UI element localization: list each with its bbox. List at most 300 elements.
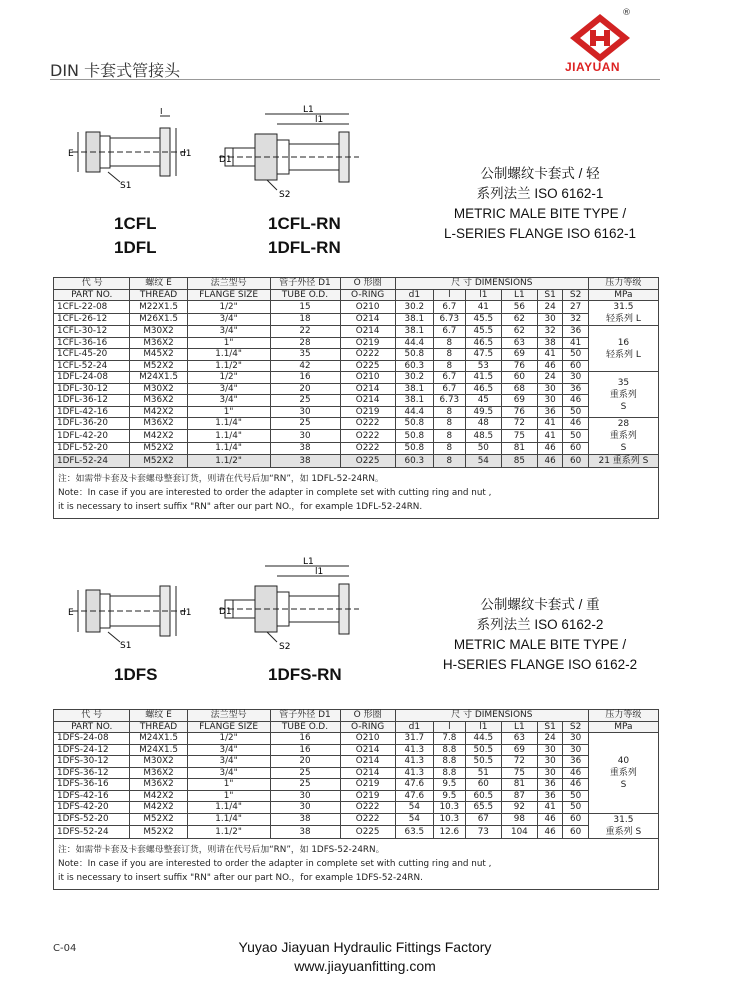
table-cell: 50 [563, 802, 588, 814]
table-cell: 24 [537, 301, 562, 314]
pressure-line: 轻系列 L [605, 349, 641, 360]
table-cell: 50.8 [395, 349, 433, 361]
header-thread-cn: 螺纹 E [130, 710, 187, 722]
table-cell: 6.73 [433, 395, 465, 407]
pressure-rating [588, 733, 658, 814]
table-cell: 60 [563, 826, 588, 839]
table-cell: 25 [270, 395, 340, 407]
spec-line: 公制螺纹卡套式 / 轻 [480, 166, 600, 181]
pressure-line: 40 [617, 755, 630, 766]
table-cell: 56 [501, 301, 537, 314]
note-en-1: Note：In case if you are interested to order the adapter in complete set with cutting ring and nut , [58, 858, 492, 869]
table-row [54, 802, 659, 814]
pressure-line: 重系列 [609, 389, 637, 400]
table-cell: 81 [501, 442, 537, 454]
table-cell: 3/4" [187, 326, 270, 338]
table-cell: 7.8 [433, 733, 465, 745]
table-cell: M26X1.5 [130, 313, 187, 326]
table-cell: 1DFL-30-12 [54, 383, 130, 395]
table-cell: 1" [187, 779, 270, 791]
table-cell: 30.2 [395, 372, 433, 384]
company-name: Yuyao Jiayuan Hydraulic Fittings Factory [238, 939, 492, 955]
pressure-rating [588, 372, 658, 418]
table-cell: 38.1 [395, 326, 433, 338]
model-1dfs: 1DFS [114, 665, 158, 684]
table-cell: 10.3 [433, 813, 465, 826]
header-thread: THREAD [130, 289, 187, 301]
table-cell: 45.5 [465, 326, 501, 338]
note-en-2: it is necessary to insert suffix "RN" after our part NO.，for example 1DFS-52-24RN. [58, 872, 423, 883]
table-cell: 46 [537, 455, 562, 468]
table-cell: O214 [340, 383, 395, 395]
table-cell: 1.1/4" [187, 349, 270, 361]
table-cell: 30 [270, 790, 340, 802]
table-cell: O214 [340, 756, 395, 768]
table-cell: 41 [537, 349, 562, 361]
table-cell: 41 [563, 337, 588, 349]
footer-company [0, 938, 730, 976]
table-cell: 20 [270, 756, 340, 768]
table-cell: 53 [465, 360, 501, 372]
table-cell: 3/4" [187, 756, 270, 768]
table-cell: O214 [340, 744, 395, 756]
table-cell: M30X2 [130, 383, 187, 395]
table-cell: 1CFL-36-16 [54, 337, 130, 349]
header-L1: L1 [501, 289, 537, 301]
spec-description-1 [420, 164, 660, 244]
table-cell: 60.3 [395, 455, 433, 468]
table-cell: 1DFL-42-20 [54, 430, 130, 442]
table-cell: 1DFS-52-20 [54, 813, 130, 826]
pressure-rating [588, 813, 658, 838]
table-cell: 32 [563, 313, 588, 326]
table-cell: M36X2 [130, 767, 187, 779]
table-cell: 6.7 [433, 372, 465, 384]
table-cell: 1.1/2" [187, 360, 270, 372]
pressure-line: S [620, 443, 627, 453]
header-d1: d1 [395, 721, 433, 733]
table-cell: 46 [537, 826, 562, 839]
table-cell: 73 [465, 826, 501, 839]
table-cell: O219 [340, 790, 395, 802]
table-cell: 67 [465, 813, 501, 826]
table-cell: 1DFS-36-12 [54, 767, 130, 779]
table-cell: 98 [501, 813, 537, 826]
table-1-note [54, 468, 659, 519]
table-cell: 6.7 [433, 383, 465, 395]
table-cell: 30.2 [395, 301, 433, 314]
table-cell: 62 [501, 326, 537, 338]
table-cell: 50 [465, 442, 501, 454]
table-2-note [54, 838, 659, 889]
header-part: PART NO. [54, 721, 130, 733]
table-cell: 75 [501, 767, 537, 779]
dim-l1-label-2: l1 [315, 567, 324, 577]
table-row [54, 756, 659, 768]
table-cell: 27 [563, 301, 588, 314]
header-tube-cn: 管子外径 D1 [270, 278, 340, 290]
pressure-line: S [620, 401, 627, 412]
table-cell: 46 [563, 779, 588, 791]
table-cell: 60.3 [395, 360, 433, 372]
pressure-line: 重系列 [609, 767, 637, 778]
table-cell: 45.5 [465, 313, 501, 326]
table-cell: 10.3 [433, 802, 465, 814]
model-labels-b [268, 212, 341, 260]
table-cell: 8.8 [433, 767, 465, 779]
table-cell: 36 [537, 790, 562, 802]
table-cell: 46 [563, 418, 588, 430]
note-cn: 注：如需带卡套及卡套螺母整套订货，则请在代号后加“RN”，如 1DFL-52-24RN。 [58, 474, 384, 484]
table-cell: M36X2 [130, 395, 187, 407]
table-cell: 8 [433, 337, 465, 349]
table-row [54, 326, 659, 338]
table-cell: 60 [563, 813, 588, 826]
table-cell: M36X2 [130, 418, 187, 430]
header-d1: d1 [395, 289, 433, 301]
table-cell: 45 [465, 395, 501, 407]
table-cell: O210 [340, 372, 395, 384]
table-row [54, 813, 659, 826]
table-cell: 87 [501, 790, 537, 802]
table-cell: 51 [465, 767, 501, 779]
header-thread: THREAD [130, 721, 187, 733]
header-flange: FLANGE SIZE [187, 289, 270, 301]
header-part-cn: 代 号 [54, 278, 130, 290]
table-cell: 1.1/4" [187, 813, 270, 826]
table-cell: 30 [270, 406, 340, 418]
table-cell: 1" [187, 337, 270, 349]
table-cell: 54 [465, 455, 501, 468]
table-row [54, 406, 659, 418]
table-cell: 46 [537, 442, 562, 454]
table-cell: 60 [563, 442, 588, 454]
pressure-line: 重系列 [609, 431, 637, 441]
header-tube: TUBE O.D. [270, 721, 340, 733]
table-cell: 50 [563, 406, 588, 418]
table-cell: 1CFL-30-12 [54, 326, 130, 338]
pressure-line: 21 重系列 S [598, 456, 649, 466]
table-row [54, 349, 659, 361]
table-cell: O219 [340, 779, 395, 791]
table-cell: 22 [270, 326, 340, 338]
table-cell: 41 [465, 301, 501, 314]
table-cell: 36 [537, 779, 562, 791]
table-cell: 8 [433, 349, 465, 361]
dim-s1-label: S1 [120, 181, 132, 190]
table-cell: 1.1/2" [187, 826, 270, 839]
dim-l1-label: l1 [315, 115, 324, 125]
table-cell: 1.1/4" [187, 430, 270, 442]
table-cell: 41.5 [465, 372, 501, 384]
page-title: DIN 卡套式管接头 [50, 61, 181, 80]
spec-line: H-SERIES FLANGE ISO 6162-2 [442, 657, 638, 672]
table-cell: 38 [270, 442, 340, 454]
company-website: www.jiayuanfitting.com [294, 958, 436, 974]
table-cell: 1DFS-52-24 [54, 826, 130, 839]
table-cell: 54 [395, 802, 433, 814]
table-cell: 69 [501, 395, 537, 407]
table-cell: 81 [501, 779, 537, 791]
table-cell: O225 [340, 360, 395, 372]
table-cell: 1/2" [187, 733, 270, 745]
table-cell: 1DFL-52-24 [54, 455, 130, 468]
table-cell: 47.6 [395, 779, 433, 791]
table-cell: 25 [270, 418, 340, 430]
dim-d1-label: d1 [180, 149, 192, 159]
table-cell: 8 [433, 360, 465, 372]
table-cell: 48 [465, 418, 501, 430]
model-1dfl: 1DFL [114, 238, 157, 257]
table-row [54, 779, 659, 791]
table-cell: M42X2 [130, 430, 187, 442]
table-cell: 36 [563, 383, 588, 395]
page-number: C-04 [53, 943, 77, 954]
header-l1: l1 [465, 289, 501, 301]
header-s2: S2 [563, 721, 588, 733]
table-cell: 72 [501, 418, 537, 430]
header-part-cn: 代 号 [54, 710, 130, 722]
table-cell: M30X2 [130, 326, 187, 338]
spec-line: L-SERIES FLANGE ISO 6162-1 [443, 226, 637, 241]
table-cell: 63.5 [395, 826, 433, 839]
table-cell: M42X2 [130, 406, 187, 418]
table-cell: 44.4 [395, 337, 433, 349]
table-cell: O222 [340, 430, 395, 442]
table-cell: 42 [270, 360, 340, 372]
table-cell: M24X1.5 [130, 372, 187, 384]
table-cell: 6.7 [433, 326, 465, 338]
table-cell: 50 [563, 790, 588, 802]
header-divider [50, 79, 660, 80]
table-cell: 60 [501, 372, 537, 384]
note-cn: 注：如需带卡套及卡套螺母整套订货，则请在代号后加“RN”，如 1DFS-52-24RN。 [58, 844, 385, 855]
table-cell: 30 [563, 372, 588, 384]
table-cell: 46 [537, 360, 562, 372]
header-l: l [433, 721, 465, 733]
table-cell: 1DFS-36-16 [54, 779, 130, 791]
model-1dfs-rn: 1DFS-RN [268, 665, 342, 684]
table-cell: 44.5 [465, 733, 501, 745]
table-cell: 1CFL-45-20 [54, 349, 130, 361]
table-cell: O214 [340, 326, 395, 338]
registered-mark: ® [622, 8, 631, 18]
table-cell: O225 [340, 826, 395, 839]
table-cell: 1DFS-24-08 [54, 733, 130, 745]
table-cell: 60.5 [465, 790, 501, 802]
table-row [54, 455, 659, 468]
dim-l-label: l [160, 108, 163, 117]
table-cell: O219 [340, 337, 395, 349]
table-cell: 38.1 [395, 313, 433, 326]
table-cell: M36X2 [130, 779, 187, 791]
table-cell: 1DFL-52-20 [54, 442, 130, 454]
table-cell: M24X1.5 [130, 733, 187, 745]
dim-L1-label-2: L1 [303, 557, 314, 567]
pressure-line: 31.5 [613, 302, 634, 312]
table-cell: 30 [563, 744, 588, 756]
table-cell: O210 [340, 301, 395, 314]
table-cell: 1.1/4" [187, 802, 270, 814]
pressure-line: 轻系列 L [605, 314, 641, 324]
spec-table-1 [53, 277, 659, 519]
note-en-2: it is necessary to insert suffix "RN" after our part NO.，for example 1DFL-52-24RN. [58, 502, 423, 512]
table-cell: 41.3 [395, 744, 433, 756]
table-cell: 38.1 [395, 395, 433, 407]
table-cell: 9.5 [433, 790, 465, 802]
dim-e-label-2: E [68, 608, 74, 618]
dim-L1-label: L1 [303, 105, 314, 115]
table-cell: O214 [340, 313, 395, 326]
spec-line: METRIC MALE BITE TYPE / [453, 637, 627, 652]
table-cell: 76 [501, 406, 537, 418]
brand-name: JIAYUAN [565, 60, 621, 74]
table-cell: 36 [563, 326, 588, 338]
table-row [54, 790, 659, 802]
table-cell: 8 [433, 430, 465, 442]
table-cell: M52X2 [130, 442, 187, 454]
table-cell: M30X2 [130, 756, 187, 768]
table-cell: 46 [563, 767, 588, 779]
table-cell: 69 [501, 744, 537, 756]
table-row [54, 826, 659, 839]
table-cell: 38 [270, 813, 340, 826]
table-cell: 1" [187, 790, 270, 802]
table-cell: 50 [563, 430, 588, 442]
table-cell: 30 [537, 767, 562, 779]
table-cell: M52X2 [130, 455, 187, 468]
table-cell: 24 [537, 733, 562, 745]
table-cell: 3/4" [187, 383, 270, 395]
male-adapter-diagram-1 [58, 108, 198, 190]
table-row [54, 313, 659, 326]
table-cell: 8 [433, 418, 465, 430]
table-cell: 60 [465, 779, 501, 791]
table-cell: 47.6 [395, 790, 433, 802]
header-oring-cn: O 形圈 [340, 710, 395, 722]
table-cell: M24X1.5 [130, 744, 187, 756]
header-flange: FLANGE SIZE [187, 721, 270, 733]
table-cell: 38 [270, 455, 340, 468]
table-cell: 50.8 [395, 418, 433, 430]
table-cell: O222 [340, 813, 395, 826]
header-s2: S2 [563, 289, 588, 301]
table-cell: 50.8 [395, 430, 433, 442]
table-cell: 1CFL-22-08 [54, 301, 130, 314]
table-cell: 1DFS-30-12 [54, 756, 130, 768]
header-pressure-cn: 压力等级 [588, 278, 658, 290]
table-cell: O225 [340, 455, 395, 468]
table-cell: 8 [433, 455, 465, 468]
header-flange-cn: 法兰型号 [187, 710, 270, 722]
spec-line: METRIC MALE BITE TYPE / [453, 206, 627, 221]
table-cell: M42X2 [130, 802, 187, 814]
table-row [54, 767, 659, 779]
table-cell: 16 [270, 372, 340, 384]
header-thread-cn: 螺纹 E [130, 278, 187, 290]
table-cell: 3/4" [187, 767, 270, 779]
table-cell: 20 [270, 383, 340, 395]
table-cell: 30 [270, 430, 340, 442]
male-adapter-nut-diagram-2 [215, 556, 365, 656]
table-cell: O222 [340, 349, 395, 361]
table-cell: 92 [501, 802, 537, 814]
table-cell: 1CFL-26-12 [54, 313, 130, 326]
header-oring: O-RING [340, 289, 395, 301]
table-cell: 1DFS-42-20 [54, 802, 130, 814]
table-cell: 16 [270, 733, 340, 745]
table-cell: M45X2 [130, 349, 187, 361]
pressure-rating [588, 455, 658, 468]
header-part: PART NO. [54, 289, 130, 301]
dim-s2-label: S2 [279, 190, 291, 200]
table-cell: 30 [537, 383, 562, 395]
table-cell: 8.8 [433, 744, 465, 756]
model-labels-a [114, 212, 157, 260]
table-cell: 3/4" [187, 313, 270, 326]
pressure-rating [588, 418, 658, 455]
table-row [54, 418, 659, 430]
table-cell: 3/4" [187, 395, 270, 407]
table-cell: M52X2 [130, 813, 187, 826]
header-L1: L1 [501, 721, 537, 733]
table-cell: 30 [537, 395, 562, 407]
header-s1: S1 [537, 289, 562, 301]
table-row [54, 430, 659, 442]
table-cell: 1CFL-52-24 [54, 360, 130, 372]
table-cell: 18 [270, 313, 340, 326]
pressure-rating [588, 301, 658, 326]
table-row [54, 733, 659, 745]
male-adapter-diagram-2 [58, 580, 198, 662]
table-cell: 38 [270, 826, 340, 839]
table-cell: 104 [501, 826, 537, 839]
table-cell: O214 [340, 395, 395, 407]
table-cell: 46.5 [465, 383, 501, 395]
header-tube: TUBE O.D. [270, 289, 340, 301]
header-tube-cn: 管子外径 D1 [270, 710, 340, 722]
table-cell: 50.8 [395, 442, 433, 454]
table-cell: 46 [563, 395, 588, 407]
pressure-line: S [620, 779, 627, 790]
table-cell: 1" [187, 406, 270, 418]
table-cell: 54 [395, 813, 433, 826]
pressure-line: 35 [617, 377, 630, 388]
table-cell: 36 [537, 406, 562, 418]
table-cell: 1.1/4" [187, 442, 270, 454]
table-cell: 24 [537, 372, 562, 384]
table-cell: O214 [340, 767, 395, 779]
table-cell: M22X1.5 [130, 301, 187, 314]
table-cell: 50.5 [465, 744, 501, 756]
table-row [54, 360, 659, 372]
model-1cfl-rn: 1CFL-RN [268, 214, 341, 233]
table-cell: 44.4 [395, 406, 433, 418]
header-oring-cn: O 形圈 [340, 278, 395, 290]
spec-table-2 [53, 709, 659, 890]
table-cell: 1/2" [187, 301, 270, 314]
table-cell: 1DFS-24-12 [54, 744, 130, 756]
spec-line: 系列法兰 ISO 6162-1 [476, 186, 604, 201]
table-cell: 30 [563, 733, 588, 745]
table-cell: 41 [537, 802, 562, 814]
table-cell: 25 [270, 779, 340, 791]
dim-s2-label-2: S2 [279, 642, 291, 652]
table-cell: 30 [270, 802, 340, 814]
table-cell: 8 [433, 406, 465, 418]
header-s1: S1 [537, 721, 562, 733]
table-cell: 38.1 [395, 383, 433, 395]
